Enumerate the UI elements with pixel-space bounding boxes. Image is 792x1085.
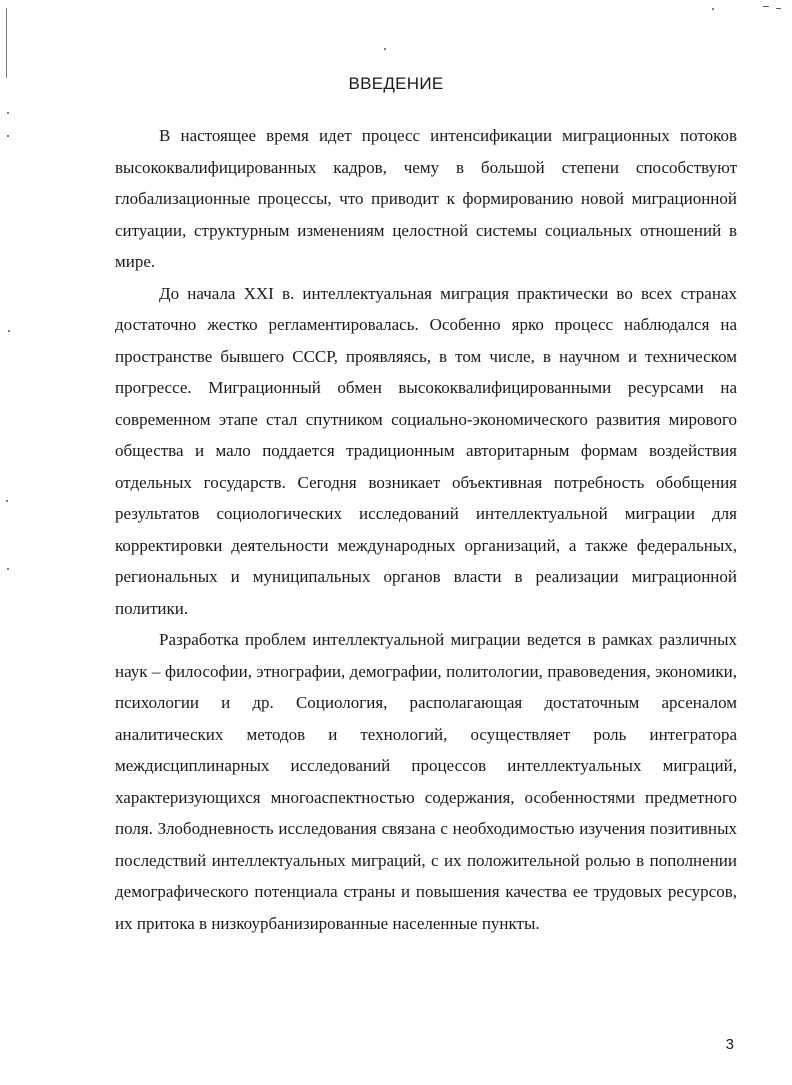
body-text [115, 120, 737, 939]
scan-artifact [6, 500, 8, 502]
page-title: ВВЕДЕНИЕ [348, 74, 444, 93]
scan-artifact [7, 568, 9, 570]
scan-artifact [6, 8, 7, 78]
scan-artifact [763, 6, 769, 7]
scan-artifact [7, 135, 9, 137]
scan-artifact [7, 112, 9, 114]
paragraph-2: До начала XXI в. интеллектуальная миграция практически во всех странах достаточно жестко регламентировалась. Особенно ярко процесс наблюдался на пространстве бывшего СССР, проявляясь, в том числе, в научном и техническом прогрессе. Миграционный обмен высококвалифицированными ресурсами на современном этапе стал спутником социально-экономического развития мирового общества и мало поддается традиционным авторитарным формам воздействия отдельных государств. Сегодня возникает объективная потребность обобщения результатов социологических исследований интеллектуальной миграции для корректировки деятельности международных организаций, а также федеральных, региональных и муниципальных органов власти в реализации миграционной политики. [115, 283, 737, 618]
scan-artifact [8, 330, 10, 332]
page-number: 3 [725, 1036, 734, 1053]
paragraph-3: Разработка проблем интеллектуальной миграции ведется в рамках различных наук – философии, этнографии, демографии, политологии, правоведения, экономики, психологии и др. Социология, располагающая достаточным арсеналом аналитических методов и технологий, осуществляет роль интегратора междисциплинарных исследований процессов интеллектуальных миграций, характеризующихся многоаспектностью содержания, особенностями предметного поля. Злободневность исследования связана с необходимостью изучения позитивных последствий интеллектуальных миграций, с их положительной ролью в пополнении демографического потенциала страны и повышения качества ее трудовых ресурсов, их притока в низкоурбанизированные населенные пункты. [115, 630, 737, 933]
scan-artifact [384, 48, 386, 50]
paragraph-1: В настоящее время идет процесс интенсификации миграционных потоков высококвалифицированных кадров, чему в большой степени способствуют глобализационные процессы, что приводит к формированию новой миграционной ситуации, структурным изменениям целостной системы социальных отношений в мире. [115, 126, 737, 271]
scan-artifact [776, 8, 781, 9]
scan-artifact [712, 8, 714, 10]
